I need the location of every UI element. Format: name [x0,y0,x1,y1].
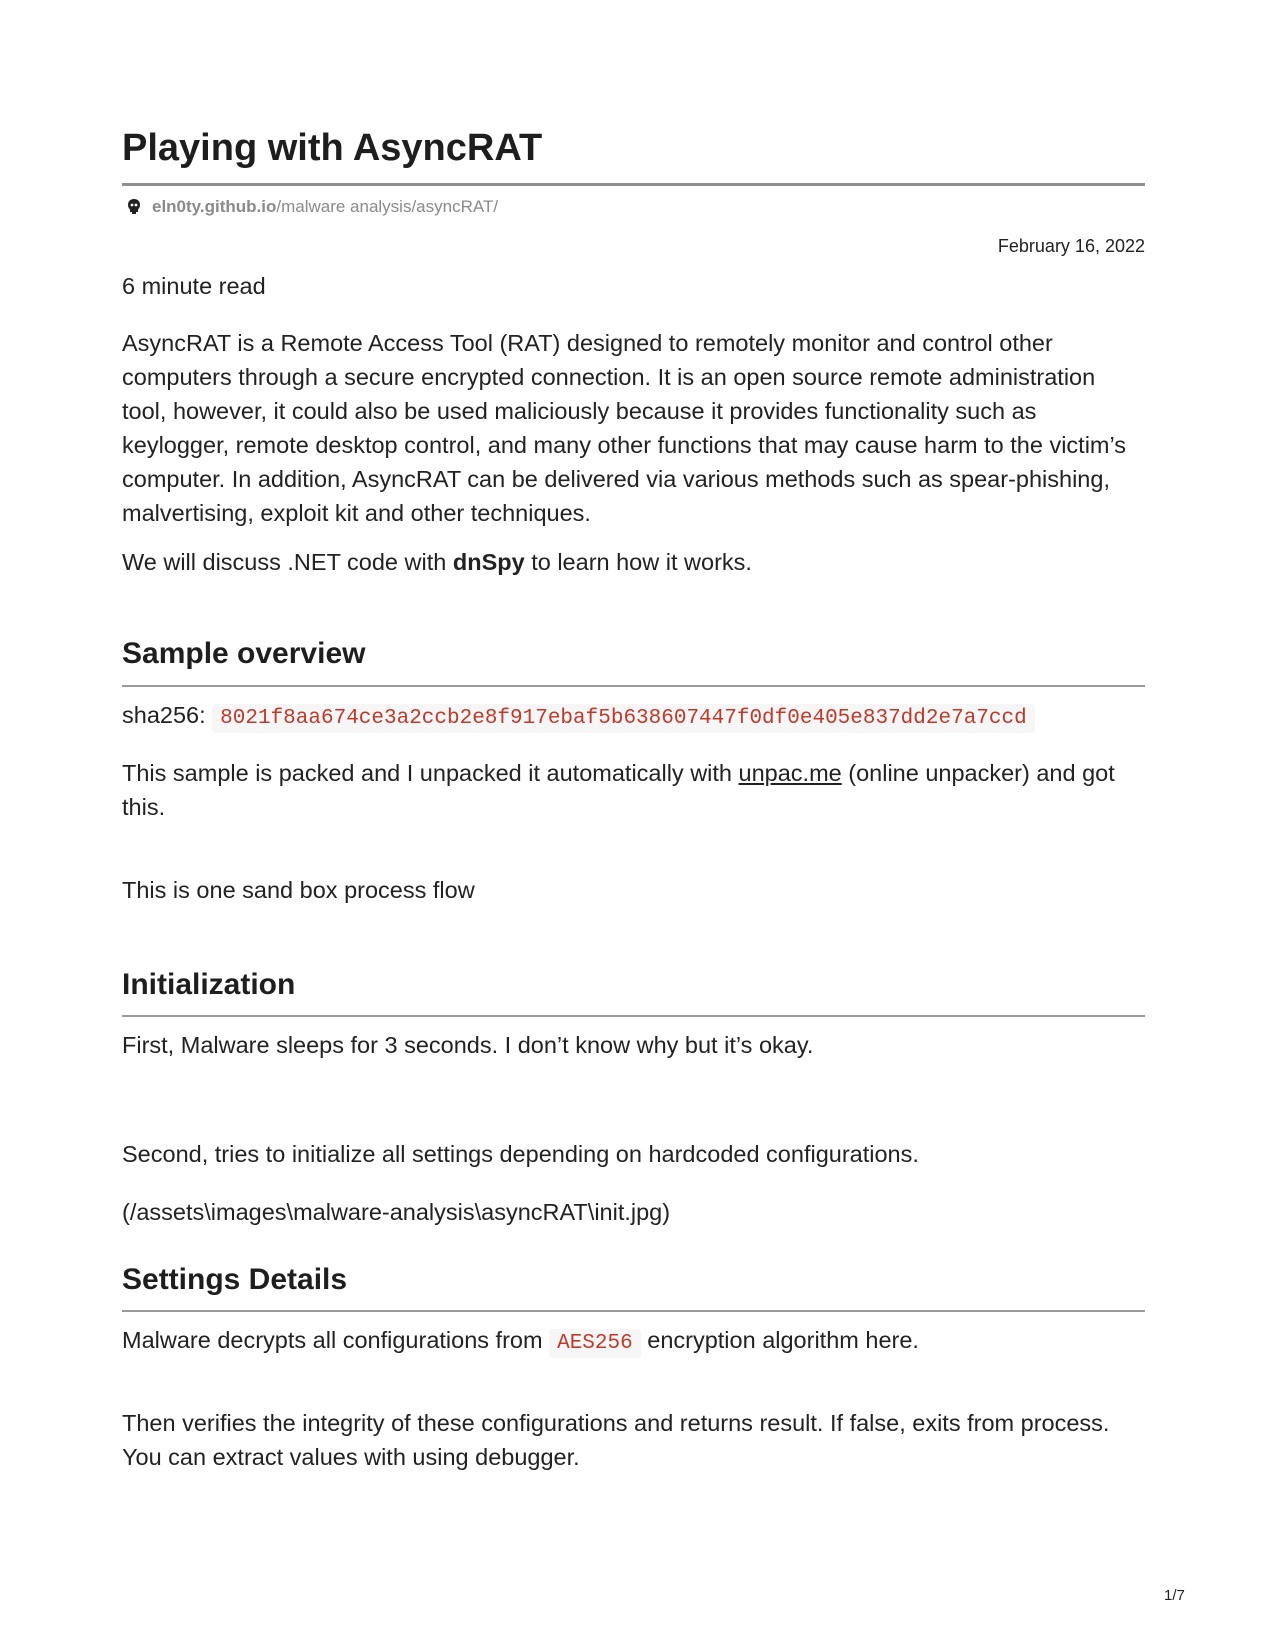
packed-text-after: (online unpacker) and got this. [122,760,1115,820]
initialization-heading: Initialization [122,968,296,1001]
settings-details-heading: Settings Details [122,1263,348,1296]
verify-paragraph: Then verifies the integrity of these configurations and returns result. If false, exits from process. You can extract values with using debugger. [122,1410,1110,1470]
init-image-path: (/assets\images\malware-analysis\asyncRAT\init.jpg) [122,1199,671,1225]
page-number: 1/7 [1164,1587,1185,1604]
sha256-line [122,698,1145,736]
publish-date: February 16, 2022 [997,236,1145,256]
source-line [126,197,498,217]
source-path: /malware analysis/asyncRAT/ [276,197,499,216]
aes256-code: AES256 [549,1329,641,1358]
sha256-label: sha256: [122,702,206,728]
initialization-second: Second, tries to initialize all settings depending on hardcoded configurations. [122,1141,919,1167]
sha256-hash: 8021f8aa674ce3a2ccb2e8f917ebaf5b638607447f0df0e405e837dd2e7a7ccd [212,704,1035,733]
decrypt-text-after: encryption algorithm here. [640,1327,919,1353]
initialization-first: First, Malware sleeps for 3 seconds. I don’t know why but it’s okay. [122,1032,814,1058]
read-time: 6 minute read [122,273,266,299]
discuss-text-before: We will discuss .NET code with [122,549,453,575]
discuss-text-after: to learn how it works. [524,549,752,575]
packed-text-before: This sample is packed and I unpacked it automatically with [122,760,739,786]
sandbox-paragraph: This is one sand box process flow [122,877,475,903]
discuss-paragraph [122,545,1145,579]
page-title: Playing with AsyncRAT [122,127,543,169]
decrypt-text-before: Malware decrypts all configurations from [122,1327,550,1353]
packed-paragraph [122,756,1145,824]
initialization-divider [122,1015,1145,1017]
title-divider [122,183,1145,186]
site-favicon-icon [126,198,142,216]
intro-paragraph: AsyncRAT is a Remote Access Tool (RAT) designed to remotely monitor and control other computers through a secure encrypted connection. It is an open source remote administration tool, however, it could also be used maliciously because it provides functionality such as keylogger, remote desktop control, and many other functions that may cause harm to the victim’s computer. In addition, AsyncRAT can be delivered via various methods such as spear-phishing, malvertising, exploit kit and other techniques. [122,330,1127,526]
source-domain-link[interactable]: eln0ty.github.io [152,197,277,216]
unpacme-link[interactable]: unpac.me [738,760,842,786]
dnspy-bold: dnSpy [452,549,525,575]
decrypt-paragraph [122,1323,1145,1361]
sample-overview-divider [122,685,1145,687]
settings-details-divider [122,1310,1145,1312]
sample-overview-heading: Sample overview [122,637,366,670]
